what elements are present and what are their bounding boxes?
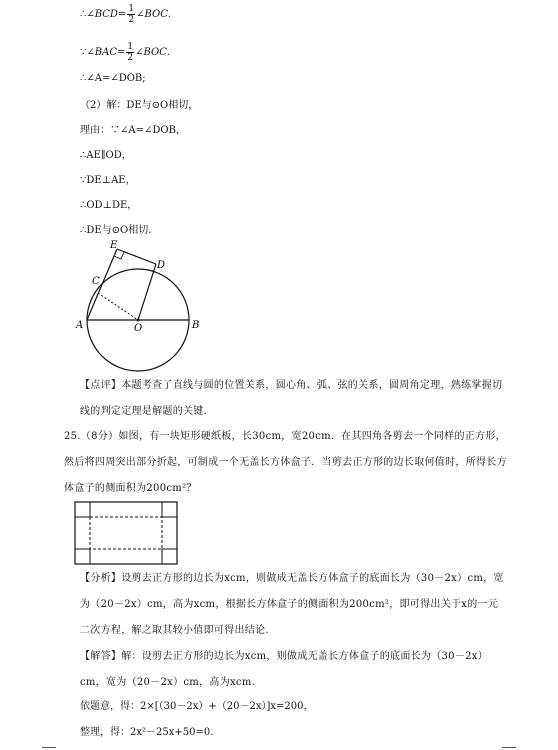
label-a: A	[76, 320, 84, 331]
question-25: 25.（8分）如图，有一块矩形硬纸板，长30cm，宽20cm．在其四角各剪去一个同样的正方形，然后将四周突出部分折起，可制成一个无盖长方体盒子．当剪去正方形的边长取何值时，所得长方体盒子的侧面积为200cm²？	[64, 431, 507, 494]
fold-lines-dashed	[90, 517, 162, 549]
center-dot	[137, 319, 140, 322]
line-od	[138, 264, 156, 320]
label-b: B	[192, 320, 200, 331]
proof-line-7: ∵DE⊥AE，	[80, 175, 136, 186]
equation-line-2: 整理，得：2x²－25x+50=0.	[80, 727, 214, 738]
label-d: D	[157, 260, 166, 271]
corner-square-tr	[162, 502, 177, 517]
proof-line-4: （2）解：DE与⊙O相切，	[80, 100, 199, 111]
rectangle-figure	[73, 500, 179, 566]
proof-line-2: ∵∠BAC= $\frac{1}{2}$ ∠BOC.	[80, 42, 171, 63]
solution-paragraph: 【解答】解：设剪去正方形的边长为xcm，则做成无盖长方体盒子的底面长为（30－2x）cm，宽为（20－2x）cm，高为xcm.	[80, 651, 489, 688]
line-ed	[117, 249, 156, 264]
corner-square-bl	[75, 549, 90, 564]
fraction-half: $\frac{1}{2}$	[127, 42, 134, 63]
fraction-half: $\frac{1}{2}$	[128, 4, 135, 25]
page-corner-mark-left	[42, 747, 56, 748]
proof-line-8: ∴OD⊥DE，	[80, 200, 138, 211]
page-corner-mark-right	[502, 747, 516, 748]
analysis-paragraph: 【分析】设剪去正方形的边长为xcm，则做成无盖长方体盒子的底面长为（30－2x）cm，宽为（20－2x）cm，高为xcm，根据长方体盒子的侧面积为200cm²，即可得出关于x的一元二次方程，解之取其较小值即可得出结论.	[80, 573, 504, 636]
proof-line-1: ∴∠BCD= $\frac{1}{2}$ ∠BOC.	[80, 4, 172, 25]
label-o: O	[134, 323, 143, 334]
geometry-figure	[70, 236, 220, 372]
corner-square-br	[162, 549, 177, 564]
proof-line-3: ∴∠A=∠DOB;	[80, 73, 146, 84]
proof-line-9: ∴DE与⊙O相切.	[80, 225, 152, 236]
corner-square-tl	[75, 502, 90, 517]
proof-line-5: 理由：∵∠A=∠DOB，	[80, 125, 186, 136]
line-co-dashed	[98, 293, 138, 320]
proof-line-6: ∴AE∥OD，	[80, 150, 132, 161]
label-c: C	[92, 276, 100, 287]
equation-line-1: 依题意，得：2×[（30－2x）+（20－2x）]x=200，	[80, 701, 314, 712]
label-e: E	[110, 240, 118, 251]
comment-paragraph: 【点评】本题考查了直线与圆的位置关系，圆心角、弧、弦的关系，圆周角定理，熟练掌握切线的判定定理是解题的关键.	[80, 380, 503, 417]
